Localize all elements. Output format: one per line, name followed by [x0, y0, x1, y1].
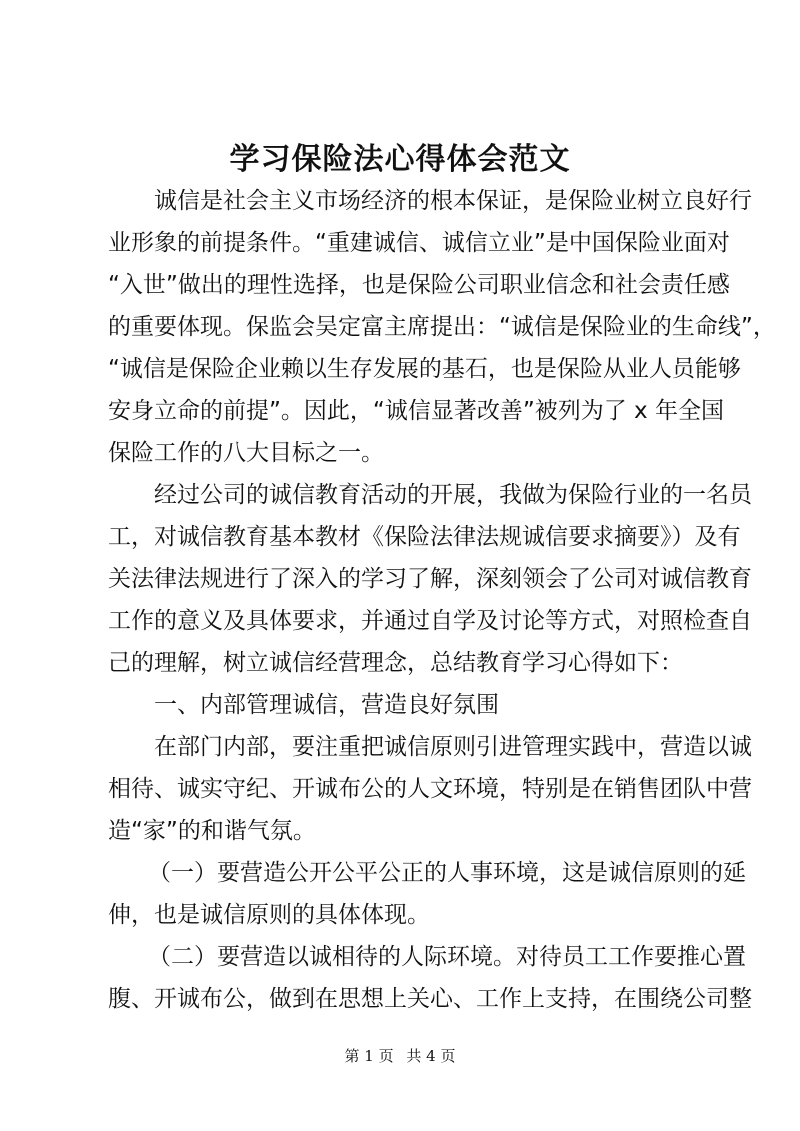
page-total: 共 4 页 — [406, 1047, 456, 1065]
paragraph-line: 工作的意义及具体要求，并通过自学及讨论等方式，对照检查自 — [108, 608, 752, 634]
paragraph-line: 业形象的前提条件。“重建诚信、诚信立业”是中国保险业面对 — [108, 230, 730, 256]
paragraph-line: 腹、开诚布公，做到在思想上关心、工作上支持，在围绕公司整 — [108, 986, 752, 1012]
paragraph-line: 己的理解，树立诚信经营理念，总结教育学习心得如下： — [108, 650, 683, 676]
paragraph-line: “入世”做出的理性选择，也是保险公司职业信念和社会责任感 — [108, 272, 730, 298]
paragraph-line: 造“家”的和谐气氛。 — [108, 818, 316, 844]
paragraph-line: 诚信是社会主义市场经济的根本保证，是保险业树立良好行 — [154, 188, 752, 214]
paragraph-line: “诚信是保险企业赖以生存发展的基石，也是保险从业人员能够 — [108, 356, 741, 382]
section-heading: 一、内部管理诚信，营造良好氛围 — [154, 692, 499, 718]
paragraph-line: （一）要营造公开公平公正的人事环境，这是诚信原则的延 — [148, 860, 746, 886]
paragraph-line: 经过公司的诚信教育活动的开展，我做为保险行业的一名员 — [154, 482, 752, 508]
paragraph-line: 相待、诚实守纪、开诚布公的人文环境，特别是在销售团队中营 — [108, 776, 752, 802]
paragraph-line: 伸，也是诚信原则的具体体现。 — [108, 902, 430, 928]
paragraph-line: 的重要体现。保监会吴定富主席提出：“诚信是保险业的生命线”， — [108, 314, 776, 340]
paragraph-line: （二）要营造以诚相待的人际环境。对待员工工作要推心置 — [148, 944, 746, 970]
paragraph-line: 在部门内部，要注重把诚信原则引进管理实践中，营造以诚 — [154, 734, 752, 760]
page-footer — [0, 1046, 800, 1066]
page-title: 学习保险法心得体会范文 — [229, 142, 571, 177]
paragraph-line: 保险工作的八大目标之一。 — [108, 440, 384, 466]
paragraph-line: 关法律法规进行了深入的学习了解，深刻领会了公司对诚信教育 — [108, 566, 752, 592]
page-number: 第 1 页 — [344, 1047, 394, 1065]
paragraph-line: 安身立命的前提”。因此，“诚信显著改善”被列为了 x 年全国 — [108, 398, 724, 424]
paragraph-line: 工，对诚信教育基本教材《保险法律法规诚信要求摘要》）及有 — [108, 524, 741, 550]
